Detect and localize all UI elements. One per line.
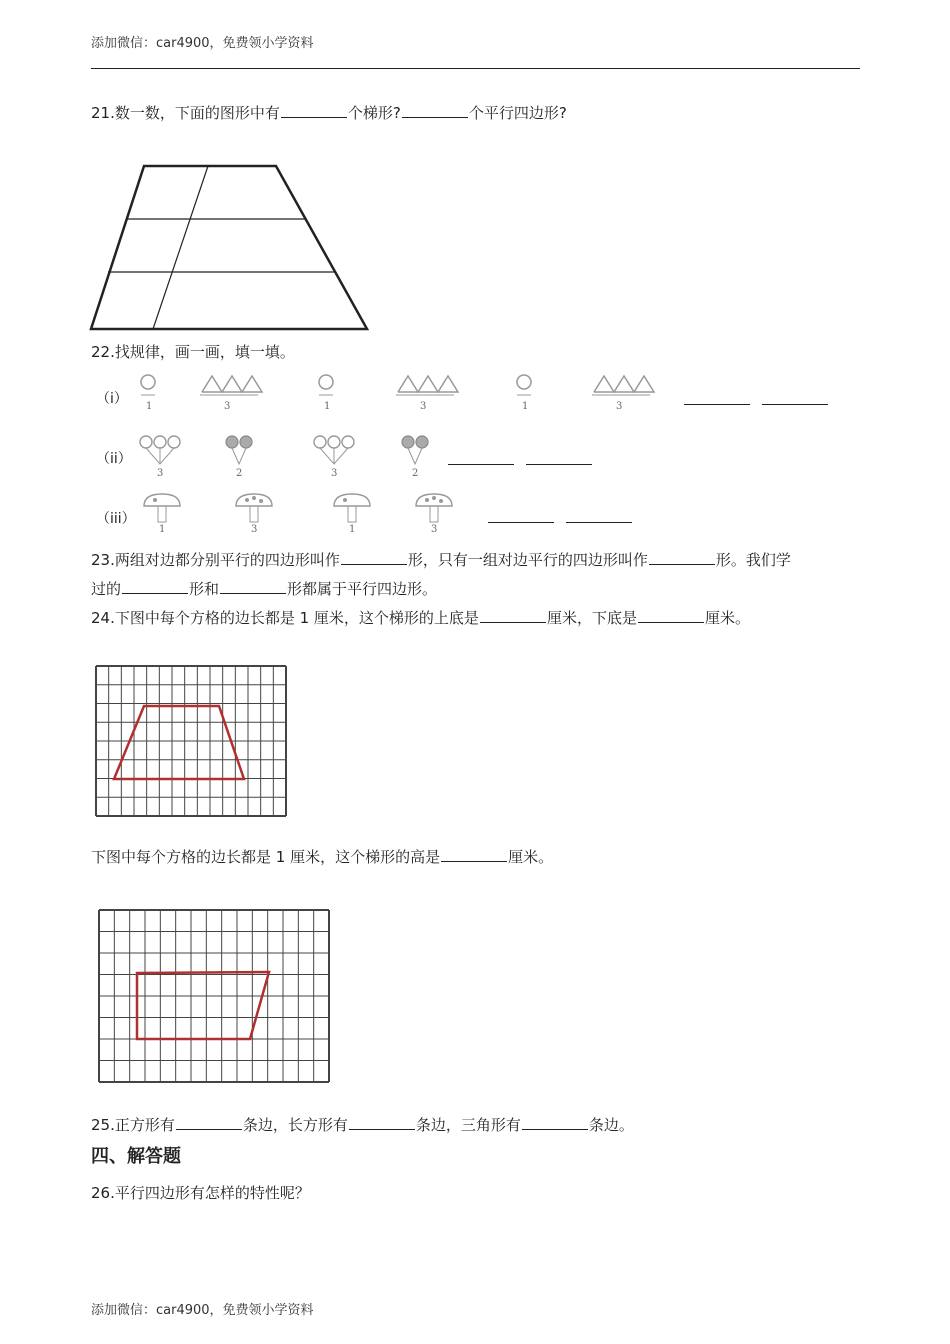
pattern-number: 1 — [324, 401, 331, 412]
answer-blank[interactable] — [762, 404, 828, 405]
circle-group-icon — [141, 375, 155, 412]
pattern-number: 3 — [431, 524, 438, 535]
answer-blank[interactable] — [526, 464, 592, 465]
mushroom-icon — [236, 494, 272, 535]
mushroom-icon — [416, 494, 452, 535]
answer-blank[interactable] — [281, 103, 347, 118]
triangle-group-icon — [200, 376, 262, 412]
question-22-title: 22.找规律，画一画，填一填。 — [91, 343, 295, 361]
answer-blank[interactable] — [480, 608, 546, 623]
answer-blank[interactable] — [341, 550, 407, 565]
answer-blank[interactable] — [122, 579, 188, 594]
question-24: 24.下图中每个方格的边长都是 1 厘米，这个梯形的上底是 厘米，下底是 厘米。 — [91, 609, 750, 627]
pattern-number: 3 — [420, 401, 427, 412]
mushroom-icon — [334, 494, 370, 535]
answer-blank[interactable] — [402, 103, 468, 118]
pattern-number: 3 — [224, 401, 231, 412]
q21-trapezoid-figure — [88, 162, 373, 334]
balloon-three-icon — [314, 436, 354, 479]
balloon-three-icon — [140, 436, 180, 479]
pattern-number: 3 — [616, 401, 623, 412]
pattern-number: 3 — [157, 468, 164, 479]
answer-blank[interactable] — [176, 1115, 242, 1130]
pattern-number: 1 — [349, 524, 356, 535]
answer-blank[interactable] — [684, 404, 750, 405]
header-divider — [91, 68, 860, 69]
page-header: 添加微信：car4900，免费领小学资料 — [91, 36, 314, 51]
question-23-line-2: 过的 形和 形都属于平行四边形。 — [91, 580, 438, 598]
mushroom-icon — [144, 494, 180, 535]
question-23-line-1: 23.两组对边都分别平行的四边形叫作 形，只有一组对边平行的四边形叫作 形。我们学 — [91, 551, 791, 569]
answer-blank[interactable] — [522, 1115, 588, 1130]
q22-row-3-pattern — [130, 490, 470, 538]
answer-blank[interactable] — [649, 550, 715, 565]
answer-blank[interactable] — [349, 1115, 415, 1130]
circle-group-icon — [517, 375, 531, 412]
answer-blank[interactable] — [220, 579, 286, 594]
circle-group-icon — [319, 375, 333, 412]
balloon-two-icon — [402, 436, 428, 479]
q22-row-label: （iii） — [96, 511, 136, 527]
q22-row-2-pattern — [130, 430, 450, 480]
question-21: 21.数一数，下面的图形中有 个梯形? 个平行四边形? — [91, 104, 567, 122]
pattern-number: 1 — [159, 524, 166, 535]
q24-grid-trapezoid — [94, 664, 288, 818]
pattern-number: 2 — [412, 468, 419, 479]
red-trapezoid — [137, 972, 269, 1039]
page-footer: 添加微信：car4900，免费领小学资料 — [91, 1303, 314, 1318]
triangle-group-icon — [592, 376, 654, 412]
q22-row-1-pattern — [130, 370, 670, 416]
pattern-number: 2 — [236, 468, 243, 479]
balloon-two-icon — [226, 436, 252, 479]
answer-blank[interactable] — [448, 464, 514, 465]
pattern-number: 1 — [146, 401, 153, 412]
pattern-number: 3 — [251, 524, 258, 535]
q22-row-label: （ii） — [96, 451, 132, 467]
pattern-number: 3 — [331, 468, 338, 479]
question-24-height: 下图中每个方格的边长都是 1 厘米，这个梯形的高是 厘米。 — [91, 848, 554, 866]
triangle-group-icon — [396, 376, 458, 412]
q22-row-label: （i） — [96, 391, 128, 407]
answer-blank[interactable] — [441, 847, 507, 862]
answer-blank[interactable] — [488, 522, 554, 523]
q24b-grid-trapezoid — [97, 908, 331, 1084]
question-25: 25.正方形有 条边，长方形有 条边，三角形有 条边。 — [91, 1116, 634, 1134]
section-4-title: 四、解答题 — [91, 1146, 181, 1167]
pattern-number: 1 — [522, 401, 529, 412]
answer-blank[interactable] — [638, 608, 704, 623]
question-26: 26.平行四边形有怎样的特性呢？ — [91, 1184, 310, 1202]
answer-blank[interactable] — [566, 522, 632, 523]
